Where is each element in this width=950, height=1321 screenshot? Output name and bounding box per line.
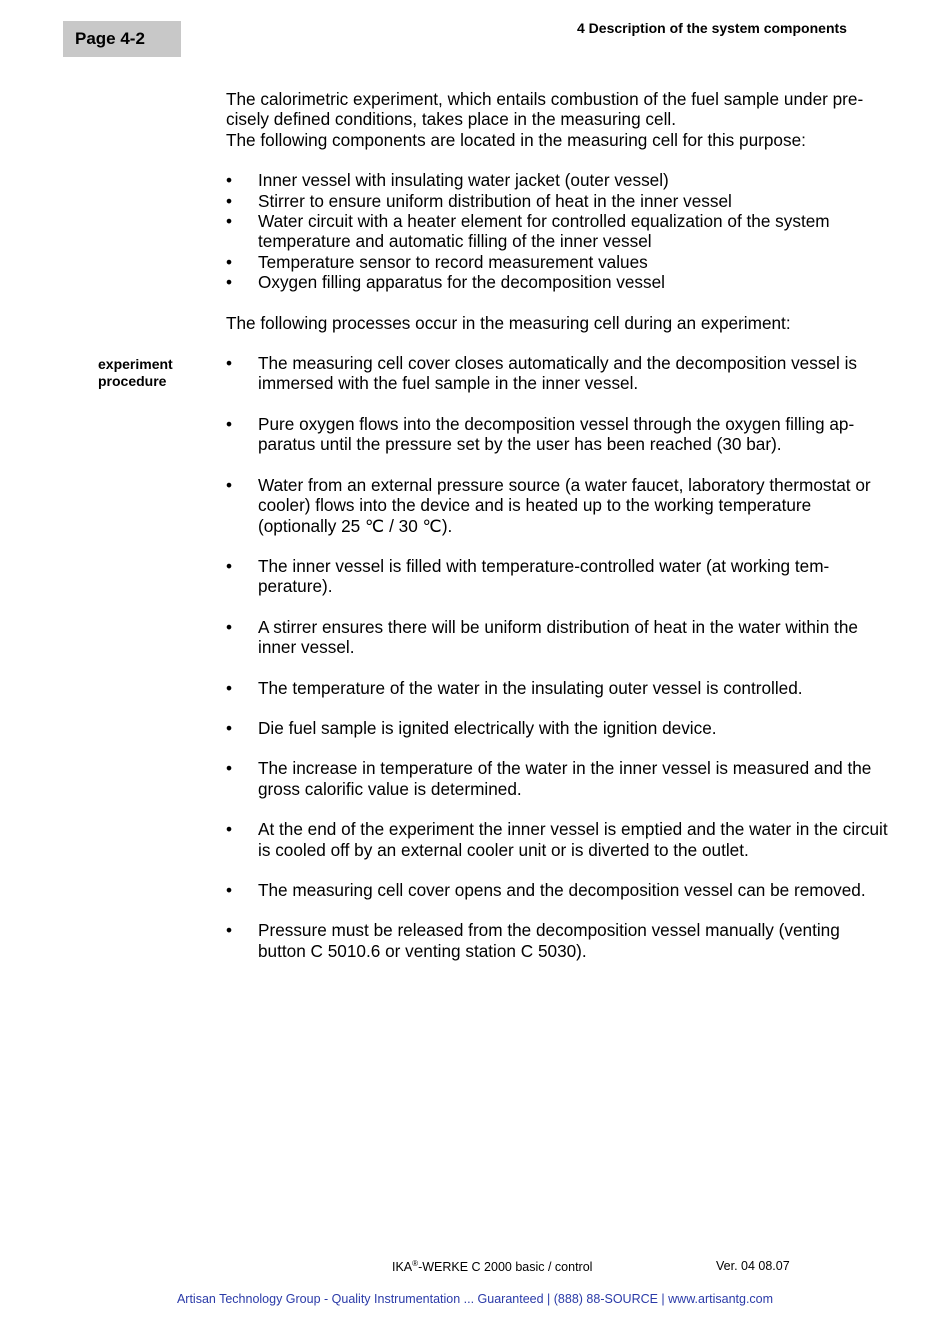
processes-intro: The following processes occur in the measuring cell during an experiment: xyxy=(226,312,791,333)
vendor-banner: Artisan Technology Group - Quality Instrumentation ... Guaranteed | (888) 88-SOURCE | www.artisantg.com xyxy=(176,1292,774,1306)
footer-version: Ver. 04 08.07 xyxy=(716,1259,790,1273)
footer-product: -WERKE C 2000 basic / control xyxy=(418,1260,593,1275)
registered-mark: ® xyxy=(412,1259,419,1268)
step-text: The temperature of the water in the insulating outer vessel is controlled. xyxy=(258,677,803,698)
list-item-text: Stirrer to ensure uniform distribution of heat in the inner vessel xyxy=(258,190,732,211)
bullet-icon: • xyxy=(226,272,233,293)
side-label-line: procedure xyxy=(98,373,167,389)
bullet-icon: • xyxy=(226,758,233,779)
page-number-label: Page 4-2 xyxy=(75,29,145,48)
bullet-icon: • xyxy=(226,190,233,211)
list-item xyxy=(226,252,891,272)
step-item xyxy=(226,617,891,658)
list-item xyxy=(226,272,891,292)
step-item xyxy=(226,475,891,536)
list-item xyxy=(226,170,891,190)
side-label-experiment-procedure xyxy=(98,356,173,390)
step-item xyxy=(226,678,891,698)
step-item xyxy=(226,556,891,597)
footer-brand: IKA xyxy=(392,1260,413,1275)
chapter-title: 4 Description of the system components xyxy=(577,20,847,36)
bullet-icon: • xyxy=(226,474,233,495)
step-item xyxy=(226,758,891,799)
step-text: Pure oxygen flows into the decomposition vessel through the oxygen filling ap-paratus until the pressure set by the user has been reached (30 bar). xyxy=(258,413,855,455)
intro-line: cisely defined conditions, takes place in the measuring cell. xyxy=(226,109,676,130)
footer-product-line xyxy=(392,1259,592,1274)
step-text: At the end of the experiment the inner vessel is emptied and the water in the circuit is cooled off by an external cooler unit or is diverted to the outlet. xyxy=(258,819,888,860)
bullet-icon: • xyxy=(226,616,233,637)
components-list xyxy=(226,170,891,292)
list-item-text: Oxygen filling apparatus for the decomposition vessel xyxy=(258,272,665,293)
step-text: The measuring cell cover closes automatically and the decomposition vessel is immersed with the fuel sample in the inner vessel. xyxy=(258,353,857,394)
bullet-icon: • xyxy=(226,879,233,900)
main-content xyxy=(226,89,891,961)
list-item-text: Inner vessel with insulating water jacket (outer vessel) xyxy=(258,170,669,191)
step-item xyxy=(226,353,891,394)
step-text: Pressure must be released from the decomposition vessel manually (venting button C 5010.6 or venting station C 5030). xyxy=(258,920,840,961)
step-text: Die fuel sample is ignited electrically with the ignition device. xyxy=(258,717,717,738)
list-item xyxy=(226,191,891,211)
step-item xyxy=(226,880,891,900)
intro-line: The calorimetric experiment, which entails combustion of the fuel sample under pre- xyxy=(226,89,864,109)
intro-paragraph xyxy=(226,89,891,150)
page-number-tab xyxy=(63,21,181,57)
bullet-icon: • xyxy=(226,677,233,698)
experiment-steps-list xyxy=(226,353,891,961)
bullet-icon: • xyxy=(226,170,233,191)
step-text: Water from an external pressure source (a water faucet, laboratory thermostat or cooler) flows into the device and is heated up to the working temperature (optionally 25 ℃ / 30 ℃). xyxy=(258,474,871,536)
list-item-text: Water circuit with a heater element for controlled equalization of the system temperature and automatic filling of the inner vessel xyxy=(258,211,830,252)
side-label-line: experiment xyxy=(98,356,173,372)
step-item xyxy=(226,819,891,860)
list-item-text: Temperature sensor to record measurement values xyxy=(258,251,648,272)
bullet-icon: • xyxy=(226,920,233,941)
step-item xyxy=(226,718,891,738)
intro-line: The following components are located in the measuring cell for this purpose: xyxy=(226,129,806,150)
step-text: The measuring cell cover opens and the decomposition vessel can be removed. xyxy=(258,879,866,900)
list-item xyxy=(226,211,891,252)
step-text: A stirrer ensures there will be uniform distribution of heat in the water within the inner vessel. xyxy=(258,616,858,658)
bullet-icon: • xyxy=(226,211,233,232)
step-text: The inner vessel is filled with temperature-controlled water (at working tem-perature). xyxy=(258,555,830,597)
bullet-icon: • xyxy=(226,717,233,738)
step-item xyxy=(226,414,891,455)
bullet-icon: • xyxy=(226,819,233,840)
bullet-icon: • xyxy=(226,555,233,576)
step-text: The increase in temperature of the water in the inner vessel is measured and the gross calorific value is determined. xyxy=(258,758,872,799)
bullet-icon: • xyxy=(226,353,233,374)
bullet-icon: • xyxy=(226,251,233,272)
step-item xyxy=(226,920,891,961)
bullet-icon: • xyxy=(226,413,233,434)
